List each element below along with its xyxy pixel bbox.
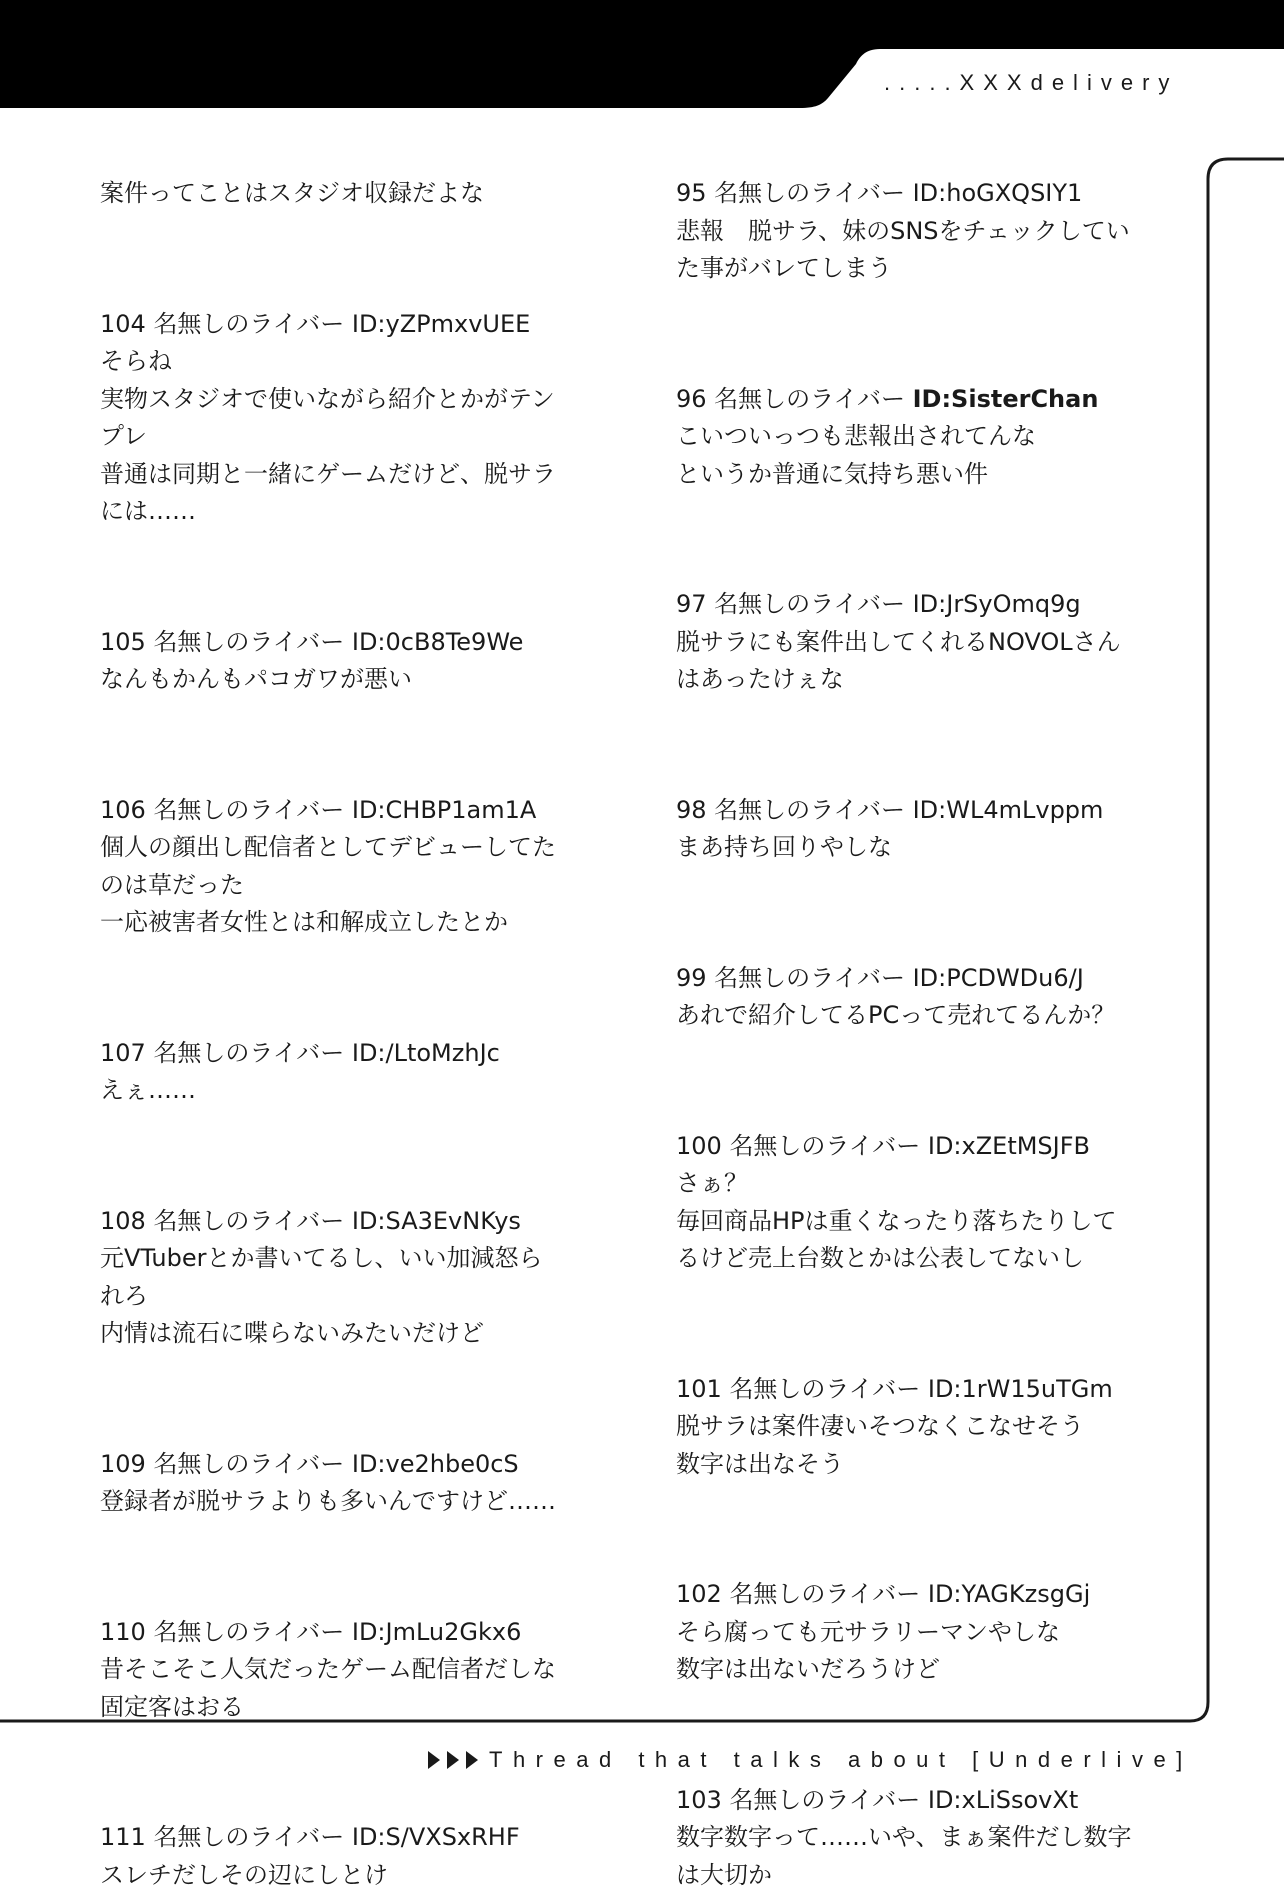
header-bar [0,0,1284,120]
post [100,1446,570,1521]
post [676,792,1156,867]
post-line: 数字は出ないだろうけど [676,1651,1156,1689]
post-line: こいついっつも悲報出されてんな [676,418,1156,456]
post-header: 106 名無しのライバー ID:CHBP1am1A [100,792,570,830]
post-header: 110 名無しのライバー ID:JmLu2Gkx6 [100,1614,570,1652]
post-line: 昔そこそこ人気だったゲーム配信者だしな [100,1651,570,1689]
left-column [100,175,570,1894]
post-line: 脱サラにも案件出してくれるNOVOLさん [676,624,1156,662]
post-line: れろ [100,1278,570,1316]
post [100,1819,570,1894]
post-id-bold: ID:SisterChan [913,385,1099,413]
post-line: 数字は出なそう [676,1446,1156,1484]
post [676,1371,1156,1484]
footer [428,1747,1193,1773]
post-line: 元VTuberとか書いてるし、いい加減怒ら [100,1240,570,1278]
post [676,1782,1156,1894]
post [100,306,570,531]
post-header: 109 名無しのライバー ID:ve2hbe0cS [100,1446,570,1484]
post-line: 実物スタジオで使いながら紹介とかがテン [100,381,570,419]
post-line: まあ持ち回りやしな [676,829,1156,867]
post-line: というか普通に気持ち悪い件 [676,456,1156,494]
post-line: のは草だった [100,867,570,905]
post-header: 95 名無しのライバー ID:hoGXQSIY1 [676,175,1156,213]
post-line: あれで紹介してるPCって売れてるんか？ [676,997,1156,1035]
post-header: 100 名無しのライバー ID:xZEtMSJFB [676,1128,1156,1166]
post [676,175,1156,288]
post-header: 103 名無しのライバー ID:xLiSsovXt [676,1782,1156,1820]
post-header: 108 名無しのライバー ID:SA3EvNKys [100,1203,570,1241]
post-line: スレチだしその辺にしとけ [100,1857,570,1894]
post-line: 脱サラは案件凄いそつなくこなせそう [676,1408,1156,1446]
post-line: なんもかんもパコガワが悪い [100,661,570,699]
post [676,960,1156,1035]
post-header: 97 名無しのライバー ID:JrSyOmq9g [676,586,1156,624]
triangle-arrow-icon [428,1751,440,1769]
intro-line: 案件ってことはスタジオ収録だよな [100,175,570,213]
post-header: 107 名無しのライバー ID:/LtoMzhJc [100,1035,570,1073]
post [100,1203,570,1353]
running-head: .....XXXdelivery [884,70,1178,96]
post-header: 105 名無しのライバー ID:0cB8Te9We [100,624,570,662]
post-header: 98 名無しのライバー ID:WL4mLvppm [676,792,1156,830]
post-line: 毎回商品HPは重くなったり落ちたりして [676,1203,1156,1241]
post-line: 固定客はおる [100,1689,570,1727]
post-line: えぇ…… [100,1072,570,1110]
post-line: 登録者が脱サラよりも多いんですけど…… [100,1483,570,1521]
post-line: そら腐っても元サラリーマンやしな [676,1614,1156,1652]
post-line: 普通は同期と一緒にゲームだけど、脱サラ [100,456,570,494]
post [676,1128,1156,1278]
post-line: 個人の顔出し配信者としてデビューしてた [100,829,570,867]
post-header [676,381,1156,419]
post-line: 一応被害者女性とは和解成立したとか [100,904,570,942]
post-line: 数字数字って……いや、まぁ案件だし数字 [676,1819,1156,1857]
post-line: さぁ？ [676,1165,1156,1203]
triangle-arrow-icon [466,1751,478,1769]
post [100,1035,570,1110]
post [100,792,570,942]
post-line: は大切か [676,1857,1156,1894]
post-header: 104 名無しのライバー ID:yZPmxvUEE [100,306,570,344]
post-line: 内情は流石に喋らないみたいだけど [100,1315,570,1353]
post-header: 99 名無しのライバー ID:PCDWDu6/J [676,960,1156,998]
triangle-arrow-icon [447,1751,459,1769]
post-line: はあったけぇな [676,661,1156,699]
post-line: そらね [100,343,570,381]
post-header-prefix: 96 名無しのライバー [676,385,913,413]
post-line: た事がバレてしまう [676,250,1156,288]
post-line: 悲報 脱サラ、妹のSNSをチェックしてい [676,213,1156,251]
post [100,1614,570,1727]
post-line: るけど売上台数とかは公表してないし [676,1240,1156,1278]
post-line: プレ [100,418,570,456]
post-header: 102 名無しのライバー ID:YAGKzsgGj [676,1576,1156,1614]
right-column [676,175,1156,1894]
post-header: 101 名無しのライバー ID:1rW15uTGm [676,1371,1156,1409]
post [100,624,570,699]
footer-text: Thread that talks about [Underlive] [489,1747,1193,1773]
post [676,1576,1156,1689]
post [676,381,1156,494]
post-header: 111 名無しのライバー ID:S/VXSxRHF [100,1819,570,1857]
post [676,586,1156,699]
post-line: には…… [100,493,570,531]
